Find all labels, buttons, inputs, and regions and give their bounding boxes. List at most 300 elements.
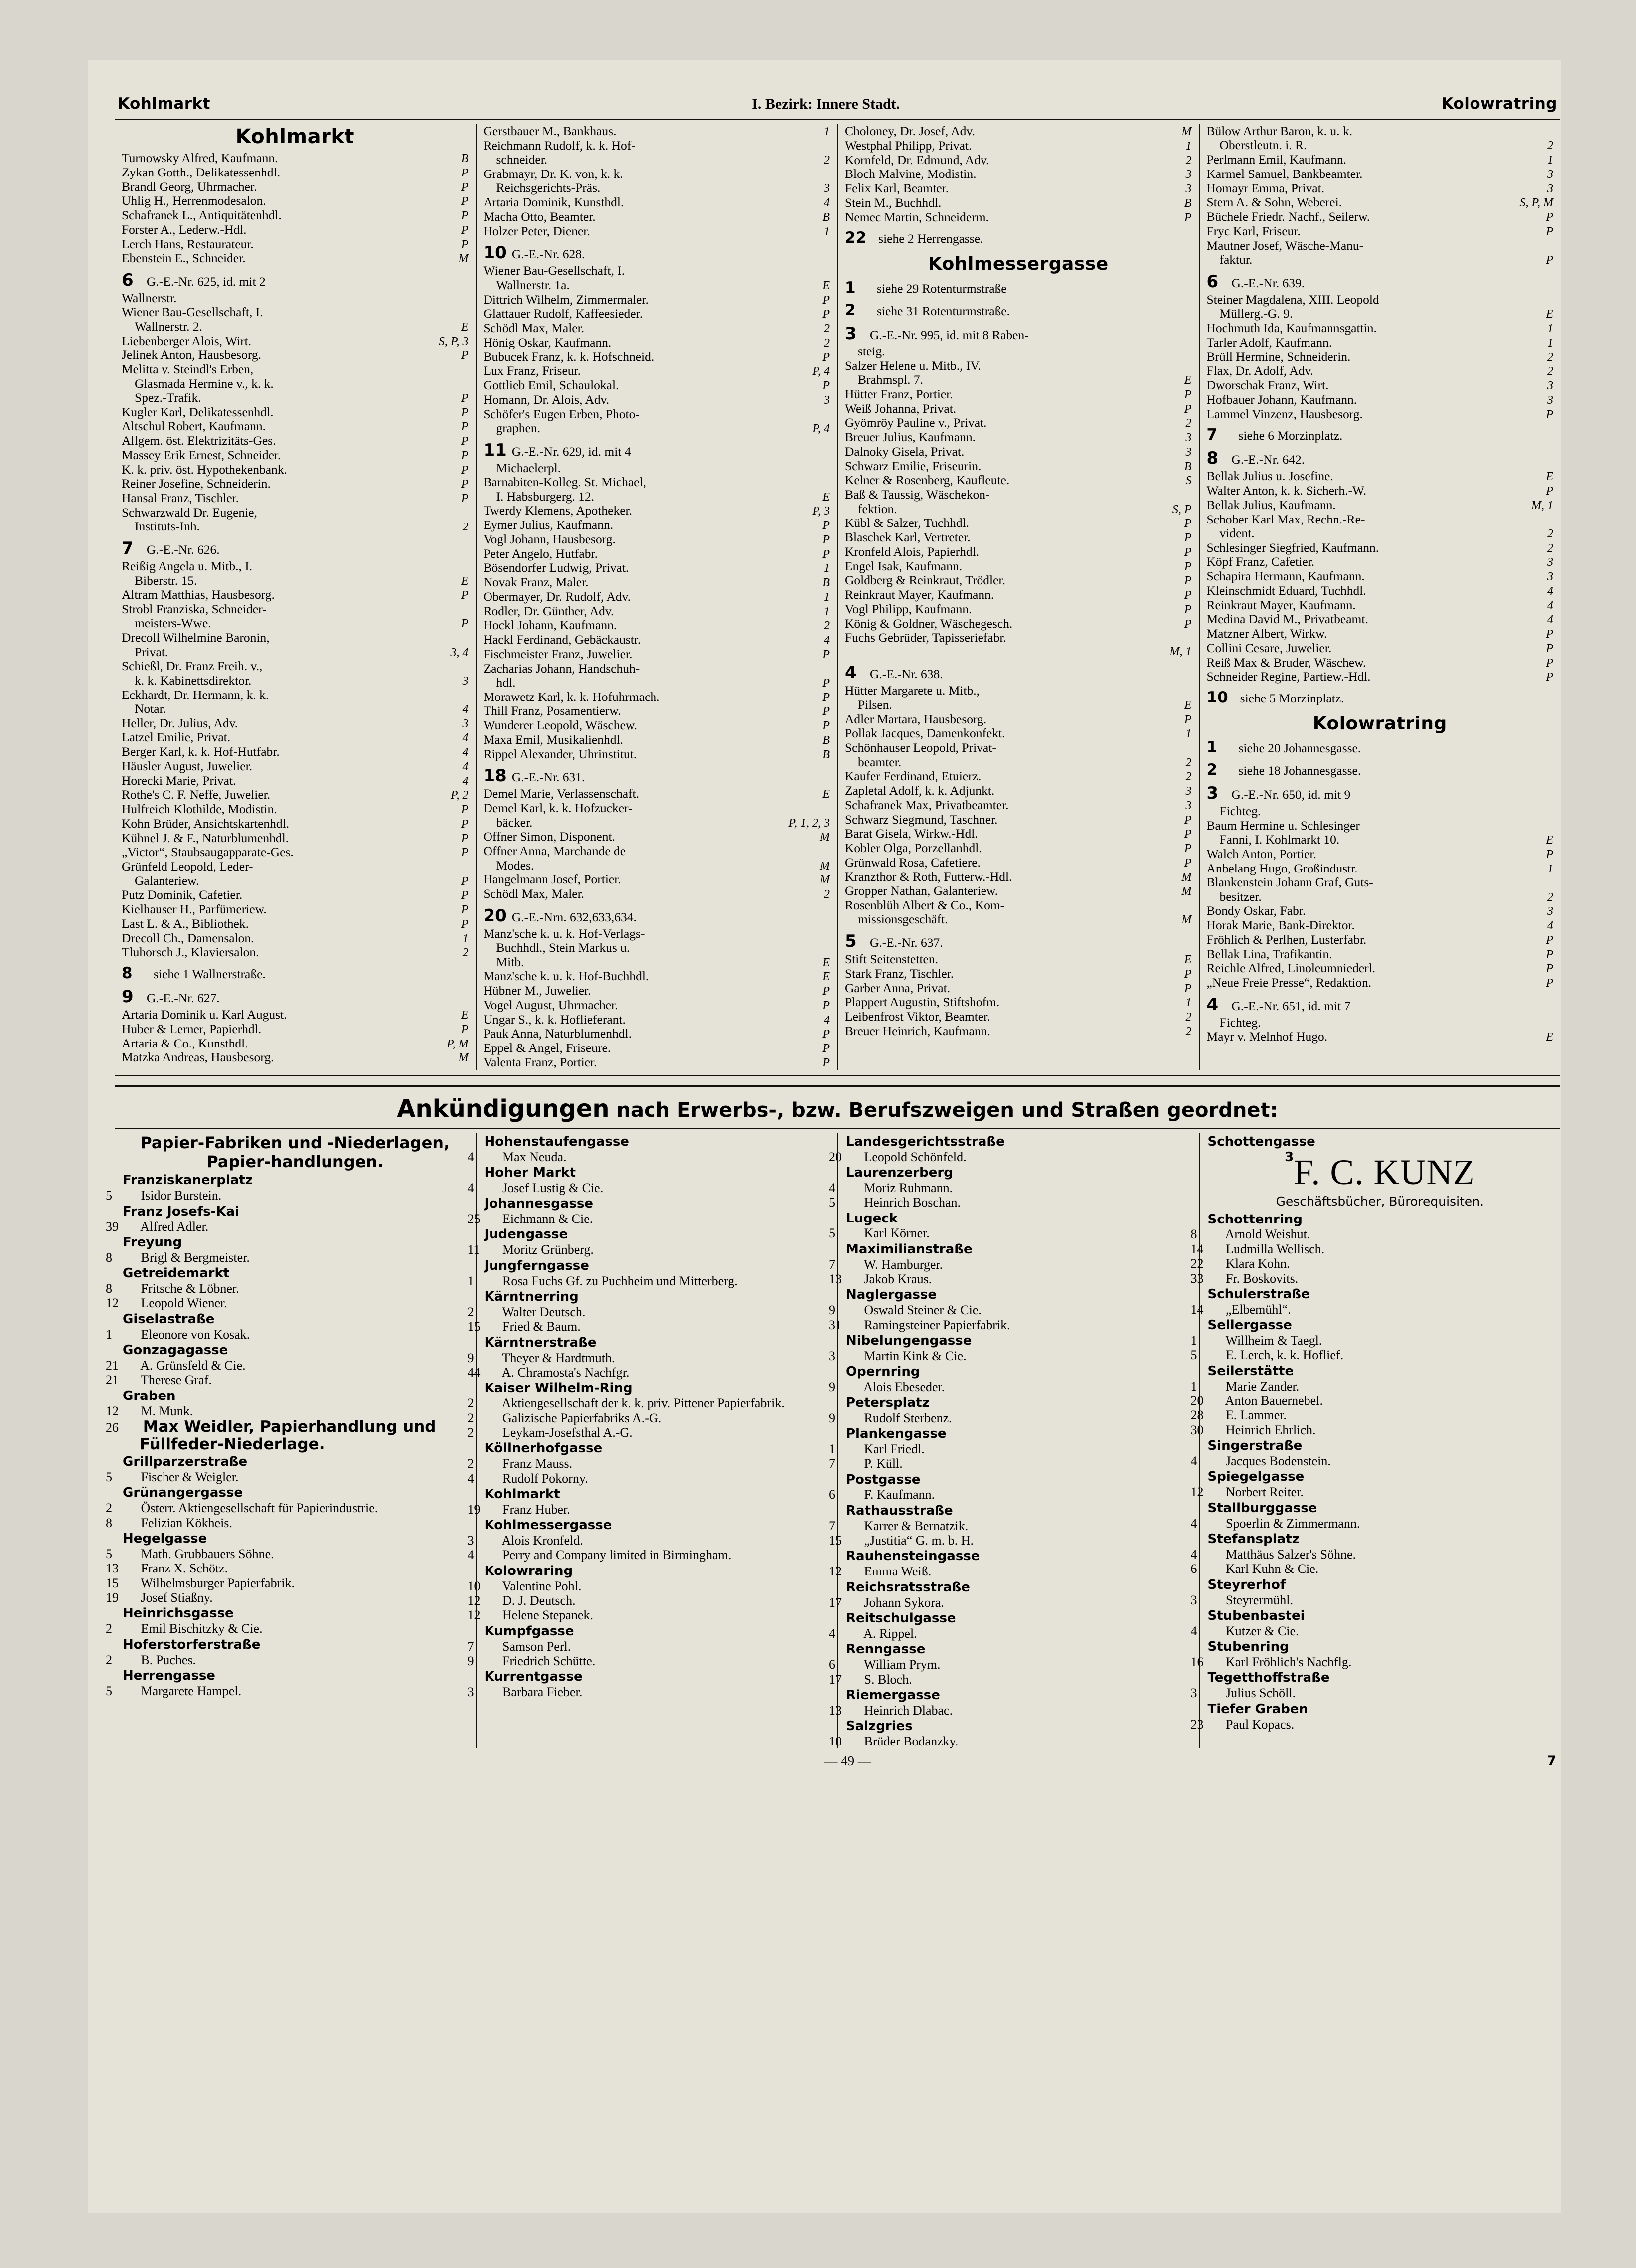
house-number: 22 — [845, 229, 867, 247]
entry-text: Schöfer's Eugen Erben, Photo- — [483, 406, 640, 421]
entry-text: Reinkraut Mayer, Kaufmann. — [845, 587, 994, 602]
street-heading: Stefansplatz — [1207, 1532, 1300, 1547]
directory-entry — [845, 698, 1192, 712]
entry-text: Stein M., Buchhdl. — [845, 195, 942, 210]
directory-entry — [484, 844, 830, 858]
announcement-item — [106, 1403, 468, 1418]
directory-entry — [845, 1024, 1192, 1039]
business-name: Österr. Aktiengesellschaft für Papierindustrie. — [138, 1501, 378, 1516]
business-name: Arnold Weishut. — [1222, 1227, 1310, 1242]
directory-entry — [845, 755, 1192, 770]
entry-floor-code: M — [1181, 885, 1192, 898]
directory-entry — [1207, 526, 1554, 541]
entry-floor-code: P — [461, 195, 469, 208]
entry-text: Bloch Malvine, Modistin. — [845, 167, 977, 181]
house-number: 19 — [106, 1590, 119, 1605]
entry-text: Last L. & A., Bibliothek. — [122, 916, 249, 931]
announcement-item — [106, 1683, 468, 1698]
directory-entry — [845, 359, 1192, 373]
announcement-item — [1190, 1717, 1553, 1732]
announcement-item — [106, 1281, 468, 1296]
house-number-heading — [1207, 995, 1554, 1015]
announcement-item — [829, 1226, 1191, 1241]
business-name: Isidor Burstein. — [138, 1188, 222, 1203]
entry-floor-code: 3 — [1547, 168, 1553, 181]
entry-floor-code: M — [1181, 125, 1192, 138]
street-heading: Plankengasse — [846, 1426, 947, 1441]
business-name: Steyrermühl. — [1222, 1592, 1294, 1607]
house-number: 16 — [1190, 1655, 1204, 1670]
house-number: 3 — [1206, 783, 1219, 804]
entry-text: Hackl Ferdinand, Gebäckaustr. — [483, 632, 641, 647]
street-heading-kohlmessergasse: Kohlmessergasse — [928, 254, 1109, 275]
entry-floor-code: P — [1184, 531, 1192, 545]
entry-text: Choloney, Dr. Josef, Adv. — [845, 124, 975, 138]
entry-text: Kelner & Rosenberg, Kaufleute. — [845, 473, 1010, 488]
business-name: Leopold Wiener. — [138, 1296, 227, 1311]
street-heading: Seilerstätte — [1207, 1363, 1294, 1379]
directory-entry — [122, 917, 469, 931]
entry-text: Altschul Robert, Kaufmann. — [122, 419, 266, 434]
entry-floor-code: 2 — [1547, 139, 1553, 153]
entry-text: Modes. — [496, 858, 534, 872]
ad-company-name: F. C. KUNZ — [1294, 1152, 1475, 1192]
business-name: Karl Kuhn & Cie. — [1222, 1562, 1319, 1576]
directory-entry — [484, 532, 830, 547]
directory-entry — [122, 716, 469, 731]
house-number: 4 — [467, 1149, 474, 1164]
entry-floor-code: P — [461, 874, 469, 888]
announcement-item — [829, 1657, 1191, 1672]
announcement-item — [106, 1327, 468, 1342]
entry-floor-code: P — [461, 478, 469, 491]
entry-floor-code: 4 — [462, 731, 469, 745]
entry-floor-code: P — [1546, 408, 1553, 421]
entry-text: Lerch Hans, Restaurateur. — [122, 236, 254, 251]
house-number: 8 — [122, 964, 133, 983]
directory-entry — [122, 1037, 469, 1051]
page-footer — [115, 1753, 1560, 1769]
entry-text: Bondy Oskar, Fabr. — [1206, 903, 1306, 918]
house-number: 7 — [1206, 426, 1218, 444]
directory-entry — [1207, 378, 1554, 393]
business-name: Rudolf Pokorny. — [499, 1471, 588, 1486]
entry-text: Reichmann Rudolf, k. k. Hof- — [483, 138, 636, 153]
announcement-item — [829, 1518, 1191, 1533]
directory-entry — [484, 321, 830, 336]
house-number: 4 — [467, 1548, 474, 1563]
house-number: 1 — [467, 1273, 474, 1288]
street-heading: Franz Josefs-Kai — [123, 1204, 239, 1219]
house-number-note: G.-E.-Nr. 651, id. mit 7 — [1231, 998, 1351, 1013]
announcements-column-4 — [1190, 1133, 1561, 1749]
entry-floor-code: 2 — [462, 946, 469, 960]
directory-entry — [845, 139, 1192, 153]
directory-entry — [845, 181, 1192, 196]
entry-floor-code: P — [1184, 589, 1192, 602]
entry-floor-code: S, P, 3 — [438, 335, 469, 348]
directory-entry — [122, 448, 469, 463]
house-number: 18 — [483, 766, 507, 786]
entry-floor-code: E — [1184, 953, 1192, 967]
entry-floor-code: E — [1546, 1031, 1553, 1044]
entry-floor-code: P — [822, 719, 830, 733]
entry-text: Müllerg.-G. 9. — [1219, 306, 1293, 321]
directory-entry — [122, 860, 469, 873]
directory-entry — [484, 872, 830, 887]
directory-entry — [122, 602, 469, 616]
business-name: Friedrich Schütte. — [499, 1654, 596, 1669]
house-number-heading — [1207, 783, 1554, 803]
entry-floor-code: B — [461, 152, 469, 165]
category-heading-paper: Papier-Fabriken und -Niederlagen, Papier-handlungen. — [140, 1133, 450, 1172]
house-number: 9 — [829, 1303, 835, 1318]
street-heading: Lugeck — [846, 1211, 898, 1226]
entry-text: Peter Angelo, Hutfabr. — [483, 546, 598, 561]
directory-entry — [122, 463, 469, 477]
announcement-item — [106, 1590, 468, 1605]
entry-floor-code: 4 — [1547, 599, 1553, 612]
business-name: Kutzer & Cie. — [1222, 1623, 1299, 1638]
announcement-item — [467, 1304, 829, 1319]
entry-floor-code: B — [822, 733, 830, 747]
entry-floor-code: M — [458, 252, 469, 266]
announcement-item — [467, 1608, 829, 1623]
house-number: 11 — [483, 440, 507, 460]
house-number: 11 — [467, 1242, 480, 1257]
entry-text: Schödl Max, Maler. — [483, 321, 585, 336]
entry-text: Schwarzwald Dr. Eugenie, — [122, 505, 257, 520]
entry-text: Bösendorfer Ludwig, Privat. — [483, 560, 629, 575]
business-name: Julius Schöll. — [1222, 1686, 1296, 1701]
directory-entry — [845, 827, 1192, 841]
house-number: 3 — [1190, 1686, 1197, 1701]
business-name: Brigl & Bergmeister. — [138, 1250, 250, 1265]
entry-floor-code: P — [1546, 225, 1553, 238]
entry-floor-code: P — [1546, 485, 1553, 498]
entry-floor-code: E — [1546, 308, 1553, 321]
entry-text: Salzer Helene u. Mitb., IV. — [845, 358, 981, 373]
announcement-item — [106, 1373, 468, 1388]
entry-floor-code: 3 — [1547, 182, 1553, 195]
directory-entry — [122, 788, 469, 802]
house-number: 2 — [467, 1410, 474, 1425]
entry-floor-code: 2 — [1185, 417, 1192, 430]
directory-entry — [122, 362, 469, 376]
announcement-item — [467, 1639, 829, 1654]
street-heading: Naglergasse — [846, 1287, 937, 1303]
directory-entry — [845, 841, 1192, 856]
entry-text: Zapletal Adolf, k. k. Adjunkt. — [845, 783, 995, 798]
entry-floor-code: 3 — [1185, 799, 1192, 812]
directory-entry — [122, 434, 469, 448]
directory-entry — [484, 941, 830, 955]
house-number-heading — [484, 440, 830, 460]
entry-floor-code: P — [1184, 828, 1192, 841]
entry-text: Mitb. — [496, 954, 524, 969]
entry-text: Drecoll Wilhelmine Baronin, — [122, 630, 270, 645]
directory-entry — [484, 364, 830, 378]
entry-floor-code: B — [1184, 196, 1192, 210]
directory-entry — [1207, 612, 1554, 627]
entry-floor-code: E — [1546, 834, 1553, 847]
directory-entry — [845, 631, 1192, 645]
entry-text: Breuer Heinrich, Kaufmann. — [845, 1023, 990, 1038]
street-heading: Steyrerhof — [1207, 1577, 1286, 1592]
street-heading: Giselastraße — [123, 1311, 215, 1327]
house-number: 1 — [106, 1327, 112, 1342]
entry-text: Gyömröy Pauline v., Privat. — [845, 415, 987, 430]
directory-entry — [484, 955, 830, 970]
directory-entry — [122, 180, 469, 194]
house-number-heading — [484, 906, 830, 926]
business-name: Ramingsteiner Papierfabrik. — [861, 1317, 1010, 1332]
entry-text: Gerstbauer M., Bankhaus. — [483, 124, 617, 138]
entry-floor-code: 1 — [824, 225, 830, 238]
entry-text: Demel Marie, Verlassenschaft. — [483, 786, 639, 801]
house-number: 25 — [467, 1212, 481, 1226]
directory-entry — [484, 181, 830, 195]
directory-entry — [845, 712, 1192, 727]
business-name: Alois Kronfeld. — [499, 1533, 583, 1548]
entry-floor-code: P — [822, 547, 830, 561]
entry-floor-code: E — [1184, 698, 1192, 712]
entry-text: hdl. — [496, 675, 516, 690]
entry-text: Köpf Franz, Cafetier. — [1206, 554, 1315, 569]
entry-text: Zacharias Johann, Handschuh- — [483, 661, 640, 676]
directory-entry — [484, 1055, 830, 1070]
entry-text: Büchele Friedr. Nachf., Seilerw. — [1206, 209, 1370, 224]
entry-text: Manz'sche k. u. k. Hof-Buchhdl. — [483, 969, 649, 984]
street-heading: Grünangergasse — [123, 1485, 243, 1501]
announcement-item — [467, 1533, 829, 1548]
entry-text: Twerdy Klemens, Apotheker. — [483, 503, 632, 518]
entry-floor-code: P, 2 — [450, 789, 469, 802]
directory-entry — [484, 662, 830, 676]
house-number: 2 — [845, 301, 856, 320]
street-heading: Rauhensteingasse — [846, 1549, 980, 1564]
entry-text: Oberstleutn. i. R. — [1219, 138, 1307, 153]
entry-text: Schober Karl Max, Rechn.-Re- — [1206, 512, 1365, 526]
street-heading: Franziskanerplatz — [123, 1173, 253, 1188]
house-number-note: siehe 1 Wallnerstraße. — [154, 967, 266, 982]
street-heading-kohlmarkt: Kohlmarkt — [235, 125, 355, 148]
directory-entry — [1207, 875, 1554, 889]
entry-text: Baum Hermine u. Schlesinger — [1206, 818, 1360, 833]
business-name: A. Grünsfeld & Cie. — [138, 1358, 246, 1373]
directory-entry — [122, 659, 469, 673]
announcement-item — [467, 1425, 829, 1440]
house-number: 12 — [829, 1564, 842, 1579]
street-heading: Tiefer Graben — [1207, 1701, 1309, 1717]
announcement-item — [829, 1734, 1191, 1749]
house-number-heading — [845, 663, 1192, 683]
directory-entry — [845, 196, 1192, 210]
house-number: 26 — [106, 1420, 119, 1435]
directory-entry — [484, 998, 830, 1013]
entry-floor-code: 4 — [462, 760, 469, 773]
house-number: 39 — [106, 1219, 119, 1234]
entry-text: Massey Erik Ernest, Schneider. — [122, 447, 281, 462]
entry-text: Engel Isak, Kaufmann. — [845, 558, 963, 573]
business-name: Valentine Pohl. — [499, 1578, 582, 1593]
directory-entry — [484, 561, 830, 575]
announcement-item — [467, 1685, 829, 1700]
house-number: 5 — [829, 1226, 835, 1241]
entry-floor-code: 4 — [1547, 919, 1553, 933]
entry-floor-code: P — [1184, 517, 1192, 530]
house-number: 10 — [483, 243, 507, 263]
entry-floor-code: 3 — [462, 717, 469, 730]
entry-text: Hübner M., Juwelier. — [483, 983, 591, 998]
announcement-item — [1190, 1686, 1553, 1701]
entry-floor-code: 3 — [1547, 393, 1553, 407]
entry-text: Allgem. öst. Elektrizitäts-Ges. — [122, 433, 276, 448]
house-number: 1 — [1190, 1379, 1197, 1394]
announcement-item — [1190, 1394, 1553, 1408]
entry-text: beamter. — [858, 754, 902, 769]
directory-entry — [845, 387, 1192, 402]
entry-text: Fischmeister Franz, Juwelier. — [483, 646, 633, 661]
entry-text: Wallnerstr. — [122, 291, 177, 305]
house-number-heading — [845, 931, 1192, 951]
entry-floor-code: P — [461, 223, 469, 237]
announcement-item — [467, 1180, 829, 1195]
house-number: 9 — [829, 1380, 835, 1395]
house-number-heading — [845, 279, 1192, 297]
house-number: 7 — [829, 1456, 835, 1471]
directory-entry — [122, 802, 469, 817]
house-number: 10 — [1206, 689, 1228, 707]
house-number: 33 — [1190, 1271, 1204, 1286]
entry-floor-code: P — [461, 846, 469, 860]
announcement-list-4 — [1190, 1212, 1553, 1732]
entry-text: Matzka Andreas, Hausbesorg. — [122, 1050, 274, 1065]
entry-floor-code: 3, 4 — [450, 646, 469, 659]
directory-entry — [845, 502, 1192, 517]
entry-floor-code: 3 — [1547, 570, 1553, 584]
directory-entry — [1207, 124, 1554, 138]
entry-floor-code: M — [458, 1051, 469, 1065]
entry-text: Artaria Dominik u. Karl August. — [122, 1007, 287, 1022]
announcement-item — [829, 1348, 1191, 1363]
entry-text: Brahmspl. 7. — [858, 372, 924, 387]
directory-entry — [1207, 181, 1554, 196]
entry-floor-code: B — [822, 748, 830, 761]
house-number: 8 — [106, 1281, 112, 1296]
entry-floor-code: P — [1546, 211, 1553, 224]
entry-text: Garber Anna, Privat. — [845, 980, 951, 995]
entry-text: Putz Dominik, Cafetier. — [122, 887, 243, 902]
entry-floor-code: P — [1546, 962, 1553, 976]
house-number: 20 — [483, 905, 507, 926]
house-number-note: G.-E.-Nr. 626. — [147, 542, 220, 557]
announcement-item — [106, 1652, 468, 1667]
entry-text: Gottlieb Emil, Schaulokal. — [483, 378, 619, 393]
entry-text: Homayr Emma, Privat. — [1206, 180, 1325, 195]
entry-text: Barat Gisela, Wirkw.-Hdl. — [845, 826, 978, 841]
entry-text: Vogel August, Uhrmacher. — [483, 997, 618, 1012]
house-number: 9 — [467, 1350, 474, 1365]
entry-text: Westphal Philipp, Privat. — [845, 138, 972, 153]
house-number-note: G.-E.-Nr. 629, id. mit 4 — [511, 444, 631, 459]
announcement-list-1 — [106, 1173, 468, 1698]
ad-subtitle: Geschäftsbücher, Bürorequisiten. — [1276, 1194, 1484, 1209]
directory-entry — [122, 888, 469, 902]
street-heading: Nibelungengasse — [846, 1333, 972, 1349]
directory-entry — [484, 927, 830, 941]
directory-entry — [845, 210, 1192, 225]
house-number: 4 — [1190, 1516, 1197, 1531]
house-number: 12 — [467, 1608, 481, 1623]
entry-text: Dittrich Wilhelm, Zimmermaler. — [483, 292, 649, 307]
house-number-heading — [484, 243, 830, 263]
entry-list-4-top — [1207, 124, 1554, 706]
announcement-item — [1190, 1256, 1553, 1271]
house-number: 5 — [106, 1546, 112, 1561]
business-name: Franz Mauss. — [499, 1456, 573, 1471]
directory-entry — [122, 305, 469, 319]
directory-entry — [1207, 210, 1554, 224]
directory-entry — [845, 870, 1192, 884]
street-heading-kolowratring: Kolowratring — [1312, 713, 1447, 734]
announcement-item — [1190, 1485, 1553, 1500]
announcement-item — [106, 1188, 468, 1203]
entry-text: Heller, Dr. Julius, Adv. — [122, 715, 238, 730]
directory-entry — [845, 856, 1192, 870]
announcement-item — [1190, 1592, 1553, 1607]
house-number: 4 — [1190, 1547, 1197, 1562]
announcement-item — [829, 1257, 1191, 1272]
directory-entry — [845, 459, 1192, 474]
entry-text: Reichle Alfred, Linoleumniederl. — [1206, 961, 1375, 976]
house-number: 2 — [106, 1501, 112, 1516]
house-number: 6 — [829, 1487, 835, 1502]
directory-entry — [1207, 513, 1554, 526]
directory-entry — [845, 345, 1192, 358]
directory-entry — [1207, 598, 1554, 613]
business-name: „Justitia“ G. m. b. H. — [861, 1533, 974, 1548]
business-name: Marie Zander. — [1222, 1379, 1300, 1394]
entry-text: Matzner Albert, Wirkw. — [1206, 626, 1327, 641]
entry-text: Berger Karl, k. k. Hof-Hutfabr. — [122, 744, 280, 759]
directory-entry — [845, 1010, 1192, 1024]
entry-floor-code: P — [1184, 967, 1192, 981]
entry-floor-code: P — [461, 209, 469, 222]
entry-floor-code: P — [461, 917, 469, 931]
business-name: Heinrich Ehrlich. — [1222, 1422, 1316, 1437]
entry-floor-code: 1 — [1185, 139, 1192, 153]
house-number: 2 — [1206, 761, 1218, 779]
entry-floor-code: P — [1546, 848, 1553, 861]
entry-floor-code: B — [822, 210, 830, 224]
directory-entry — [122, 506, 469, 520]
house-number: 4 — [1206, 994, 1219, 1015]
house-number: 12 — [106, 1403, 119, 1418]
street-heading: Schulerstraße — [1207, 1286, 1310, 1302]
house-number-heading — [845, 229, 1192, 247]
entry-text: Eymer Julius, Kaufmann. — [483, 518, 614, 532]
business-name: B. Puches. — [138, 1652, 196, 1667]
house-number-note: siehe 31 Rotenturmstraße. — [877, 304, 1010, 319]
house-number: 1 — [1206, 738, 1218, 757]
announcement-item — [467, 1548, 829, 1563]
entry-text: Schwarz Emilie, Friseurin. — [845, 458, 982, 473]
entry-floor-code: 2 — [1547, 890, 1553, 904]
entry-list-4-bottom — [1207, 738, 1554, 1044]
entry-text: Wunderer Leopold, Wäschew. — [483, 718, 637, 733]
entry-text: fektion. — [858, 501, 897, 516]
